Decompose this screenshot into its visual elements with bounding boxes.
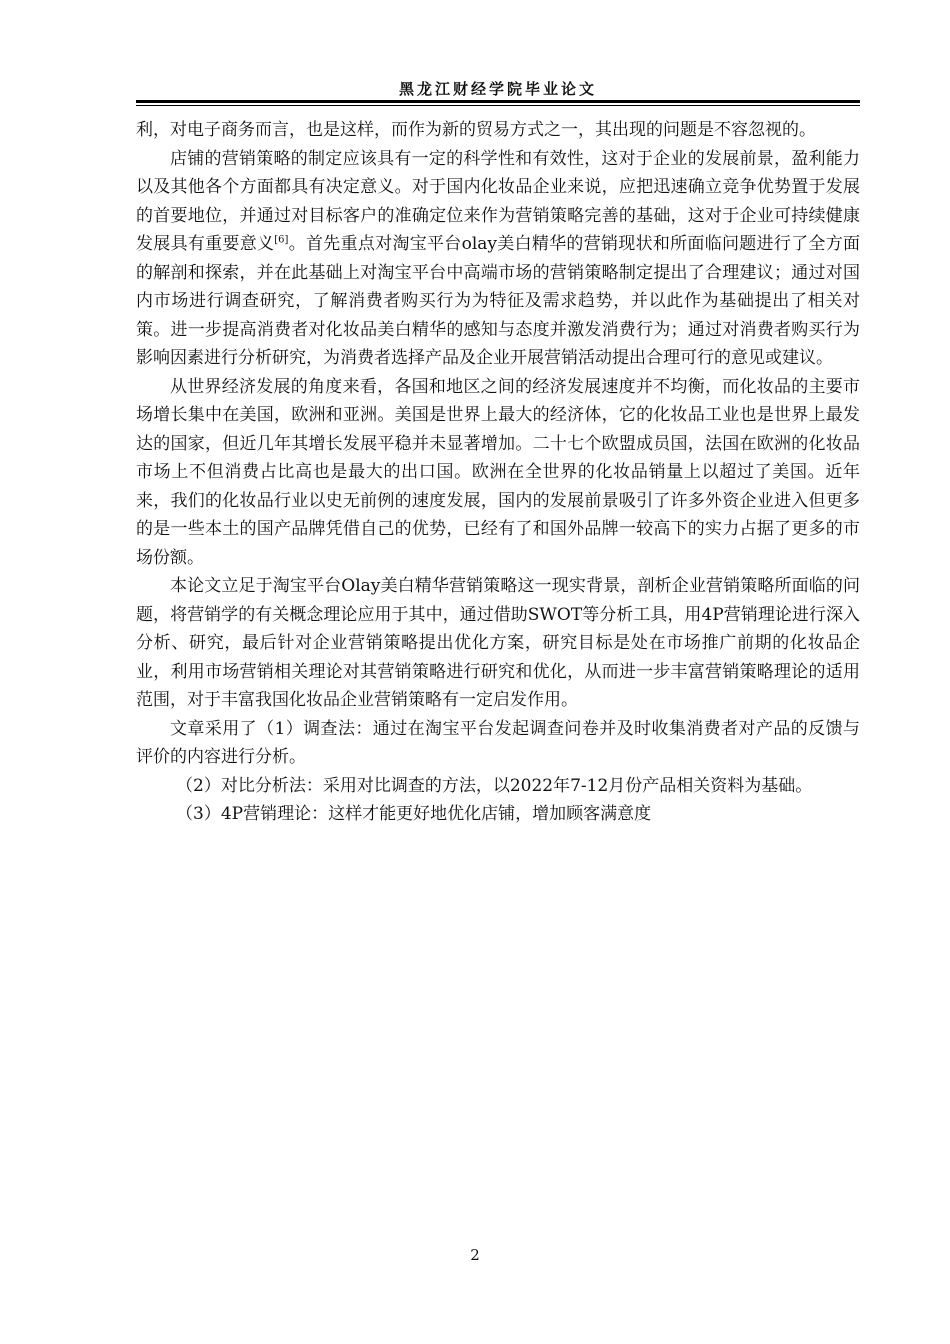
paragraph-continuation: 利，对电子商务而言，也是这样，而作为新的贸易方式之一，其出现的问题是不容忽视的。 [136,120,816,140]
citation-ref: [6] [274,234,289,246]
paragraph-method-comparison: （2）对比分析法：采用对比调查的方法，以2022年7-12月份产品相关资料为基础。 [176,775,813,796]
page-number: 2 [470,1246,480,1264]
header-rule-thin [136,105,860,106]
paragraph-method-4p: （3）4P营销理论：这样才能更好地优化店铺，增加顾客满意度 [176,804,652,824]
paragraph-method-survey: 文章采用了（1）调查法：通过在淘宝平台发起调查问卷并及时收集消费者对产品的反馈与评价的内容进行分析。 [136,718,860,767]
paragraph-marketing-strategy [136,145,860,373]
page-header-title: 黑龙江财经学院毕业论文 [398,80,597,98]
paragraph-text: 。首先重点对淘宝平台olay美白精华的营销现状和所面临问题进行了全方面的解剖和探索，并在此基础上对淘宝平台中高端市场的营销策略制定提出了合理建议；通过对国内市场进行调查研究，了解消费者购买行为为特征及需求趋势，并以此作为基础提出了相关对策。进一步提高消费者对化妆品美白精华的感知与态度并激发消费行为；通过对消费者购买行为影响因素进行分析研究，为消费者选择产品及企业开展营销活动提出合理可行的意见或建议。 [136,234,860,368]
document-body [136,116,860,829]
paragraph-thesis-basis: 本论文立足于淘宝平台Olay美白精华营销策略这一现实背景，剖析企业营销策略所面临的问题，将营销学的有关概念理论应用于其中，通过借助SWOT等分析工具，用4P营销理论进行深入分析、研究，最后针对企业营销策略提出优化方案，研究目标是处在市场推广前期的化妆品企业，利用市场营销相关理论对其营销策略进行研究和优化，从而进一步丰富营销策略理论的适用范围，对于丰富我国化妆品企业营销策略有一定启发作用。 [136,576,860,710]
header-rule-thick [136,100,860,103]
paragraph-world-economy: 从世界经济发展的角度来看，各国和地区之间的经济发展速度并不均衡，而化妆品的主要市场增长集中在美国，欧洲和亚洲。美国是世界上最大的经济体，它的化妆品工业也是世界上最发达的国家，但近几年其增长发展平稳并未显著增加。二十七个欧盟成员国，法国在欧洲的化妆品市场上不但消费占比高也是最大的出口国。欧洲在全世界的化妆品销量上以超过了美国。近年来，我们的化妆品行业以史无前例的速度发展，国内的发展前景吸引了许多外资企业进入但更多的是一些本土的国产品牌凭借自己的优势，已经有了和国外品牌一较高下的实力占据了更多的市场份额。 [136,376,860,568]
paragraph-text: 店铺的营销策略的制定应该具有一定的科学性和有效性，这对于企业的发展前景，盈利能力以及其他各个方面都具有决定意义。对于国内化妆品企业来说，应把迅速确立竞争优势置于发展的首要地位，并通过对目标客户的准确定位来作为营销策略完善的基础，这对于企业可持续健康发展具有重要意义 [136,148,860,254]
